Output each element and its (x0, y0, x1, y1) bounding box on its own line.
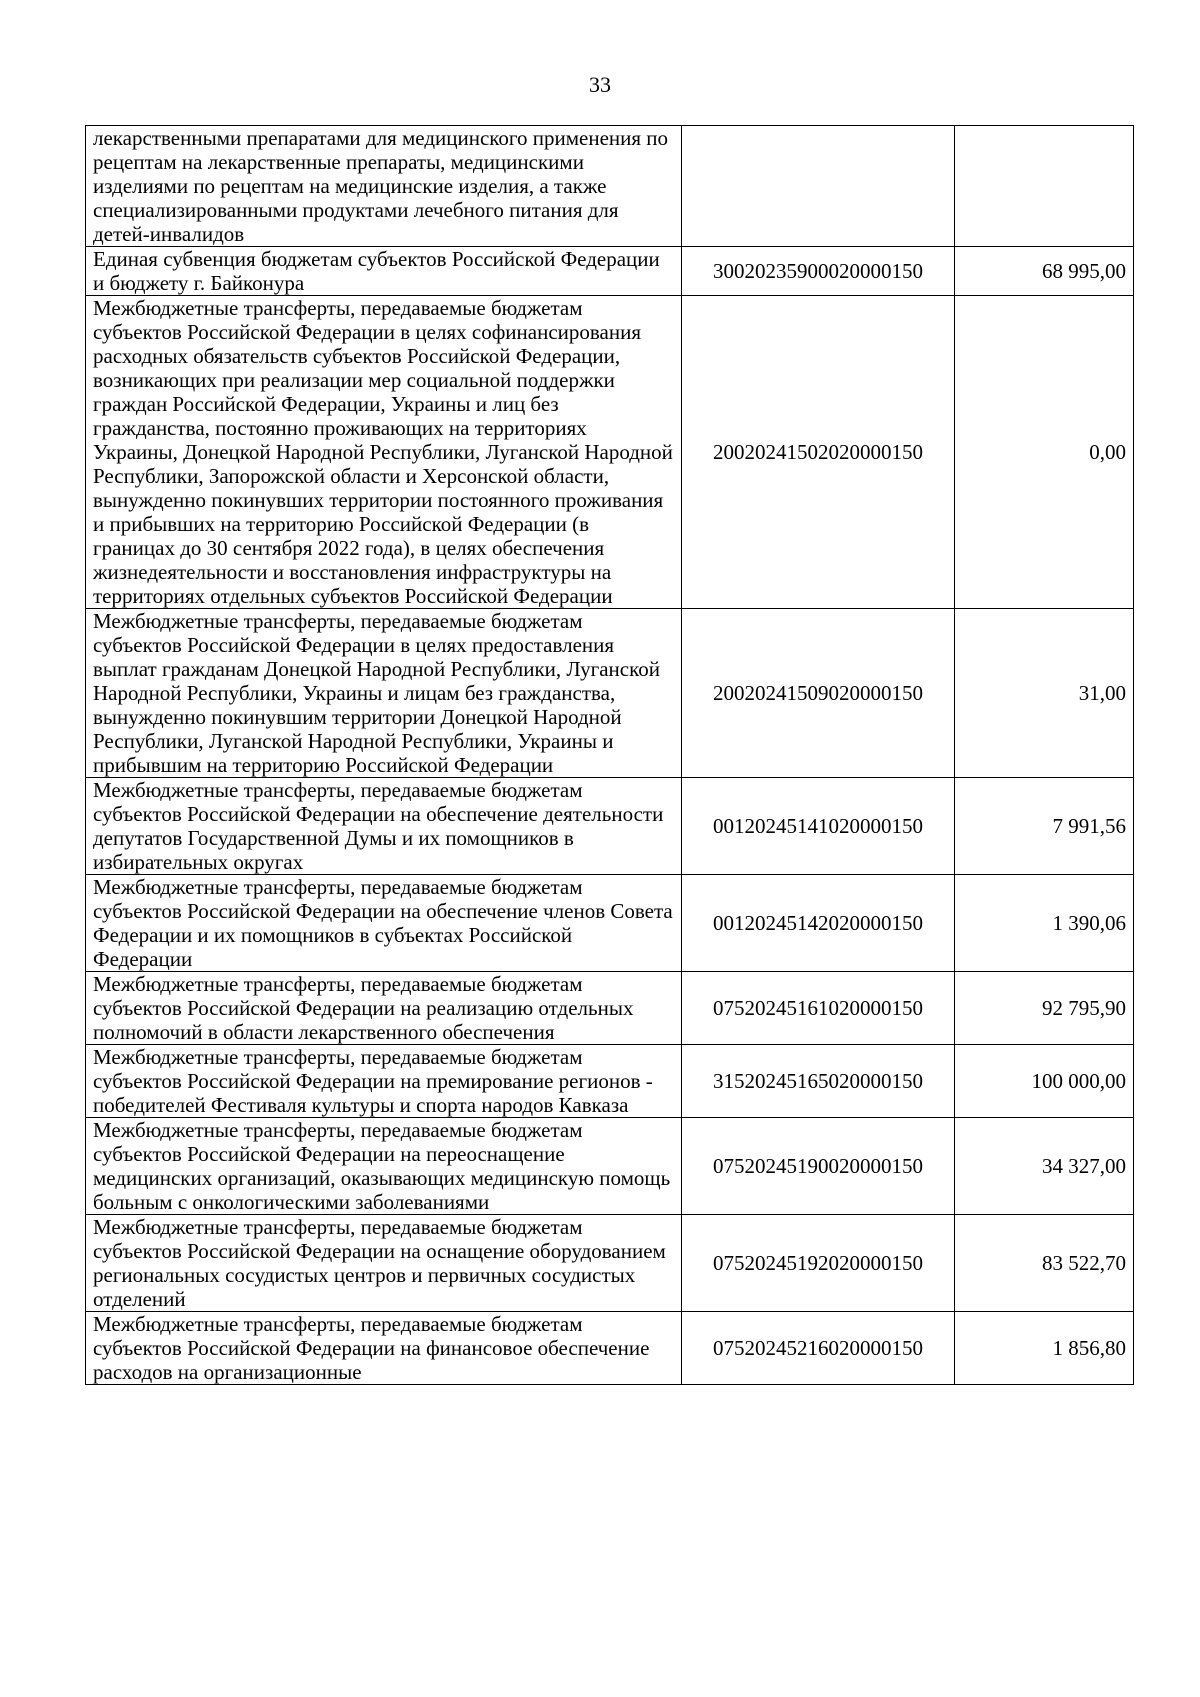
page-number: 33 (589, 72, 611, 97)
table-row (86, 778, 1134, 875)
row-description: Межбюджетные трансферты, передаваемые бюджетам субъектов Российской Федерации в целях предоставления выплат гражданам Донецкой Народной Республики, Луганской Народной Республики, Украины и лицам без гражданства, вынужденно покинувшим территории Донецкой Народной Республики, Луганской Народной Республики, Украины и прибывшим на территорию Российской Федерации (86, 609, 682, 778)
row-code: 07520245192020000150 (682, 1215, 955, 1312)
row-amount: 68 995,00 (955, 247, 1134, 296)
row-code: 07520245190020000150 (682, 1118, 955, 1215)
row-code: 00120245141020000150 (682, 778, 955, 875)
row-amount: 100 000,00 (955, 1045, 1134, 1118)
row-description: Межбюджетные трансферты, передаваемые бюджетам субъектов Российской Федерации на премирование регионов - победителей Фестиваля культуры и спорта народов Кавказа (86, 1045, 682, 1118)
budget-table (85, 125, 1134, 1385)
row-description: Межбюджетные трансферты, передаваемые бюджетам субъектов Российской Федерации на обеспечение деятельности депутатов Государственной Думы и их помощников в избирательных округах (86, 778, 682, 875)
row-code: 20020241509020000150 (682, 609, 955, 778)
row-description: Межбюджетные трансферты, передаваемые бюджетам субъектов Российской Федерации на обеспечение членов Совета Федерации и их помощников в субъектах Российской Федерации (86, 875, 682, 972)
row-description: Единая субвенция бюджетам субъектов Российской Федерации и бюджету г. Байконура (86, 247, 682, 296)
row-description: Межбюджетные трансферты, передаваемые бюджетам субъектов Российской Федерации на оснащение оборудованием региональных сосудистых центров и первичных сосудистых отделений (86, 1215, 682, 1312)
row-amount: 31,00 (955, 609, 1134, 778)
row-code (682, 126, 955, 247)
row-amount (955, 126, 1134, 247)
table-row (86, 126, 1134, 247)
row-description: лекарственными препаратами для медицинского применения по рецептам на лекарственные препараты, медицинскими изделиями по рецептам на медицинские изделия, а также специализированными продуктами лечебного питания для детей-инвалидов (86, 126, 682, 247)
row-amount: 1 390,06 (955, 875, 1134, 972)
table-row (86, 1118, 1134, 1215)
table-row (86, 296, 1134, 609)
table-row (86, 1312, 1134, 1385)
table-row (86, 247, 1134, 296)
row-code: 20020241502020000150 (682, 296, 955, 609)
table-row (86, 875, 1134, 972)
row-code: 30020235900020000150 (682, 247, 955, 296)
row-code: 00120245142020000150 (682, 875, 955, 972)
table-row (86, 972, 1134, 1045)
table-row (86, 609, 1134, 778)
table-row (86, 1215, 1134, 1312)
row-amount: 7 991,56 (955, 778, 1134, 875)
row-description: Межбюджетные трансферты, передаваемые бюджетам субъектов Российской Федерации в целях софинансирования расходных обязательств субъектов Российской Федерации, возникающих при реализации мер социальной поддержки граждан Российской Федерации, Украины и лиц без гражданства, постоянно проживающих на территориях Украины, Донецкой Народной Республики, Луганской Народной Республики, Запорожской области и Херсонской области, вынужденно покинувших территории постоянного проживания и прибывших на территорию Российской Федерации (в границах до 30 сентября 2022 года), в целях обеспечения жизнедеятельности и восстановления инфраструктуры на территориях отдельных субъектов Российской Федерации (86, 296, 682, 609)
row-description: Межбюджетные трансферты, передаваемые бюджетам субъектов Российской Федерации на реализацию отдельных полномочий в области лекарственного обеспечения (86, 972, 682, 1045)
row-description: Межбюджетные трансферты, передаваемые бюджетам субъектов Российской Федерации на финансовое обеспечение расходов на организационные (86, 1312, 682, 1385)
row-code: 31520245165020000150 (682, 1045, 955, 1118)
row-amount: 1 856,80 (955, 1312, 1134, 1385)
row-description: Межбюджетные трансферты, передаваемые бюджетам субъектов Российской Федерации на переоснащение медицинских организаций, оказывающих медицинскую помощь больным с онкологическими заболеваниями (86, 1118, 682, 1215)
row-code: 07520245216020000150 (682, 1312, 955, 1385)
row-amount: 83 522,70 (955, 1215, 1134, 1312)
table-row (86, 1045, 1134, 1118)
row-code: 07520245161020000150 (682, 972, 955, 1045)
row-amount: 92 795,90 (955, 972, 1134, 1045)
budget-table-body (86, 126, 1134, 1385)
row-amount: 34 327,00 (955, 1118, 1134, 1215)
row-amount: 0,00 (955, 296, 1134, 609)
